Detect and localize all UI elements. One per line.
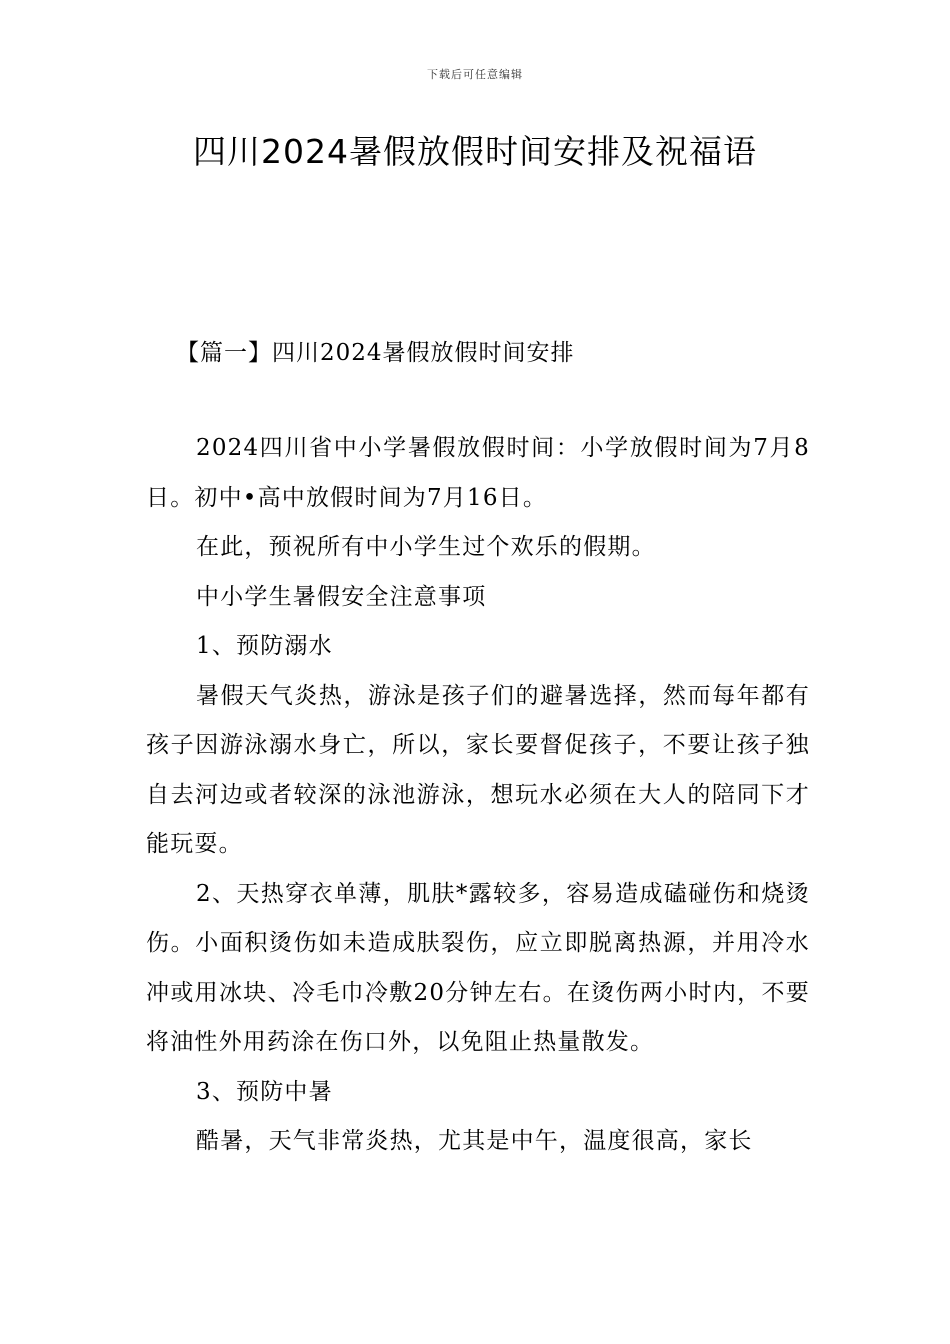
paragraph: 在此，预祝所有中小学生过个欢乐的假期。: [196, 534, 656, 560]
paragraph: 酷暑，天气非常炎热，尤其是中午，温度很高，家长: [196, 1128, 753, 1154]
paragraph: 中小学生暑假安全注意事项: [196, 583, 487, 610]
section-heading: 【篇一】四川2024暑假放假时间安排: [176, 340, 575, 366]
paragraph: 3、预防中暑: [196, 1078, 333, 1105]
paragraph: 2024四川省中小学暑假放假时间：小学放假时间为7月8日。初中•高中放假时间为7月16日。: [146, 435, 810, 511]
body-text: [146, 424, 810, 1167]
paragraph: 1、预防溺水: [196, 633, 333, 659]
paragraph: 暑假天气炎热，游泳是孩子们的避暑选择，然而每年都有孩子因游泳溺水身亡，所以，家长要督促孩子，不要让孩子独自去河边或者较深的泳池游泳，想玩水必须在大人的陪同下才能玩耍。: [146, 682, 810, 857]
header-note: 下载后可任意编辑: [427, 68, 523, 81]
document-title: 四川2024暑假放假时间安排及祝福语: [193, 132, 757, 171]
paragraph: 2、天热穿衣单薄，肌肤*露较多，容易造成磕碰伤和烧烫伤。小面积烫伤如未造成肤裂伤，应立即脱离热源，并用冷水冲或用冰块、冷毛巾冷敷20分钟左右。在烫伤两小时内，不要将油性外用药涂在伤口外，以免阻止热量散发。: [146, 880, 810, 1055]
